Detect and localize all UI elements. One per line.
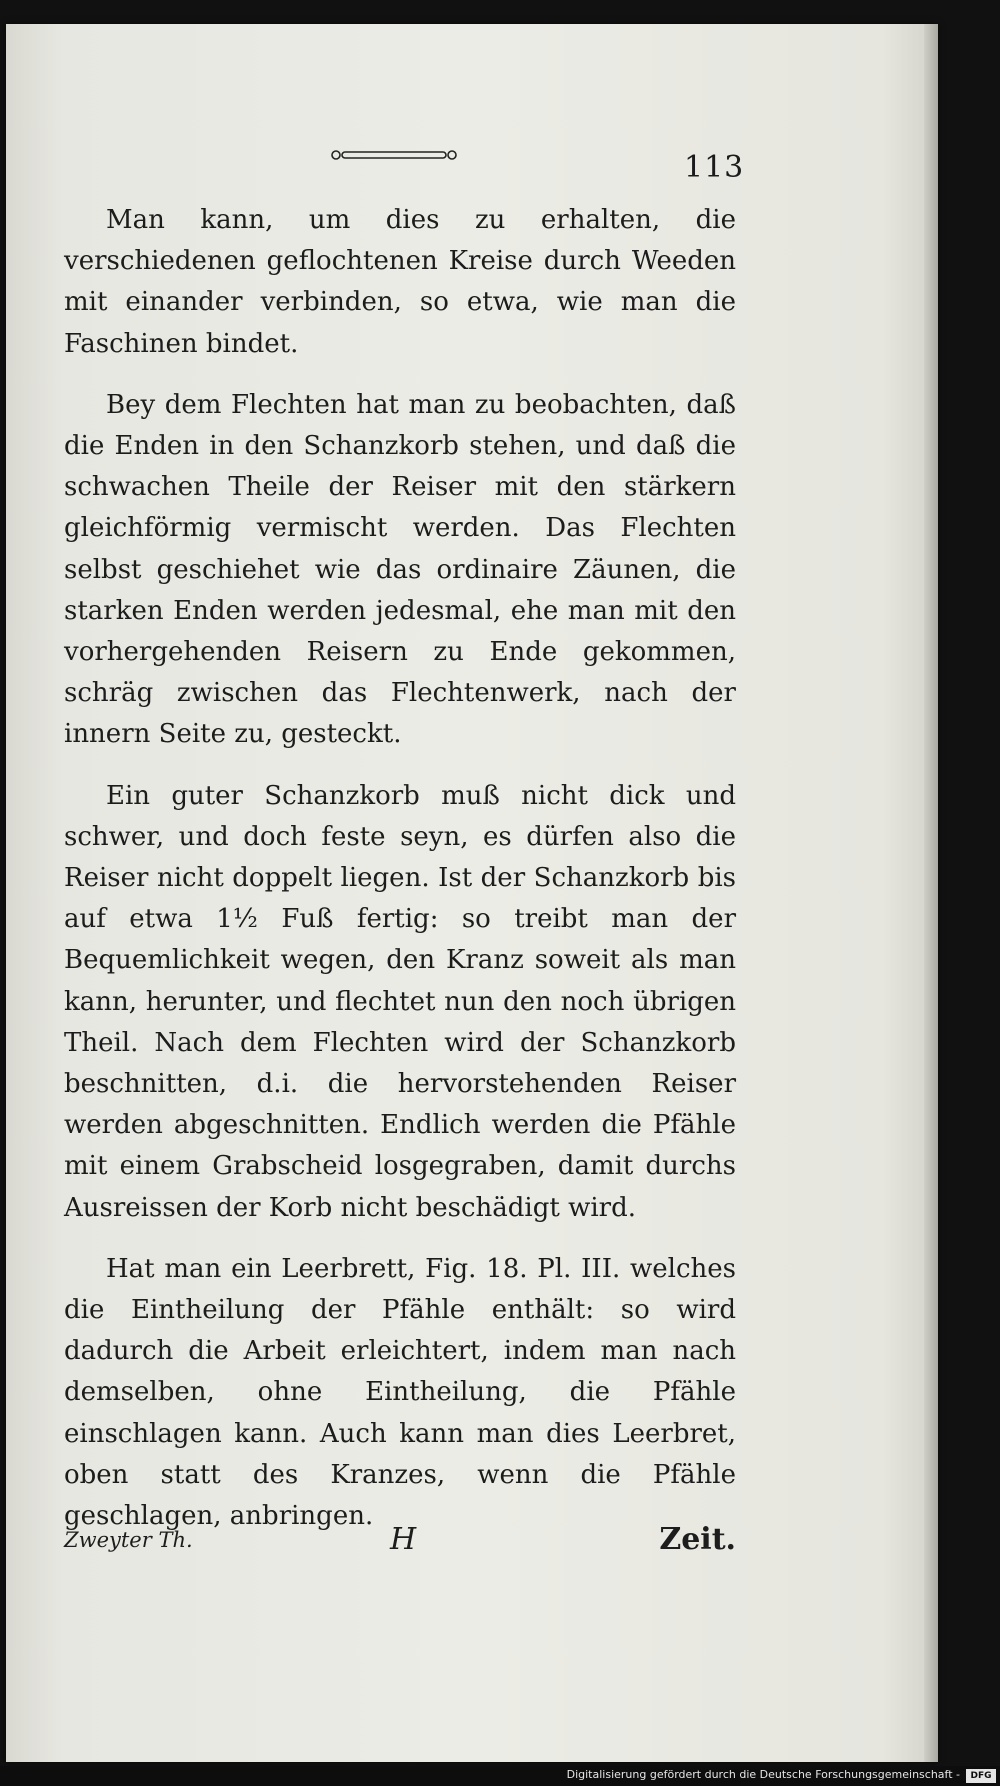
page-footer (64, 1522, 736, 1566)
paragraph-1: Man kann, um dies zu erhalten, die verschiedenen geflochtenen Kreise durch Weeden mit einander verbinden, so etwa, wie man die Faschinen bindet. (64, 205, 736, 359)
page-edge (924, 24, 938, 1762)
rule-ornament-icon (330, 148, 458, 162)
dfg-logo-icon: DFG (966, 1769, 996, 1783)
paragraph-2: Bey dem Flechten hat man zu beobachten, daß die Enden in den Schanzkorb stehen, und daß die schwachen Theile der Reiser mit den stärkern gleichförmig vermischt werden. Das Flechten selbst geschiehet wie das ordinaire Zäunen, die starken Enden werden jedesmal, ehe man mit den vorhergehenden Reisern zu Ende gekommen, schräg zwischen das Flechtenwerk, nach der innern Seite zu, gesteckt. (64, 389, 736, 750)
paragraph-4: Hat man ein Leerbrett, Fig. 18. Pl. III. welches die Eintheilung der Pfähle enthält: so wird dadurch die Arbeit erleichtert, indem man nach demselben, ohne Eintheilung, die Pfähle einschlagen kann. Auch kann man dies Leerbret, oben statt des Kranzes, wenn die Pfähle geschlagen, anbringen. (64, 1253, 736, 1532)
quire-mark: H (390, 1522, 417, 1557)
page-number: 113 (684, 150, 745, 185)
digitization-credit: Digitalisierung gefördert durch die Deutsche Forschungsgemeinschaft - (566, 1768, 960, 1781)
paragraph-3: Ein guter Schanzkorb muß nicht dick und schwer, und doch feste seyn, es dürfen also die Reiser nicht doppelt liegen. Ist der Schanzkorb bis auf etwa 1½ Fuß fertig: so treibt man der Bequemlichkeit wegen, den Kranz soweit als man kann, herunter, und flechtet nun den noch übrigen Theil. Nach dem Flechten wird der Schanzkorb beschnitten, d.i. die hervorstehenden Reiser werden abgeschnitten. Endlich werden die Pfähle mit einem Grabscheid losgegraben, damit durchs Ausreissen der Korb nicht beschädigt wird. (64, 780, 736, 1223)
catchword: Zeit. (659, 1522, 736, 1557)
signature-mark: Zweyter Th. (64, 1528, 193, 1552)
main-text (64, 200, 736, 1557)
credit-bar (0, 1766, 1000, 1786)
